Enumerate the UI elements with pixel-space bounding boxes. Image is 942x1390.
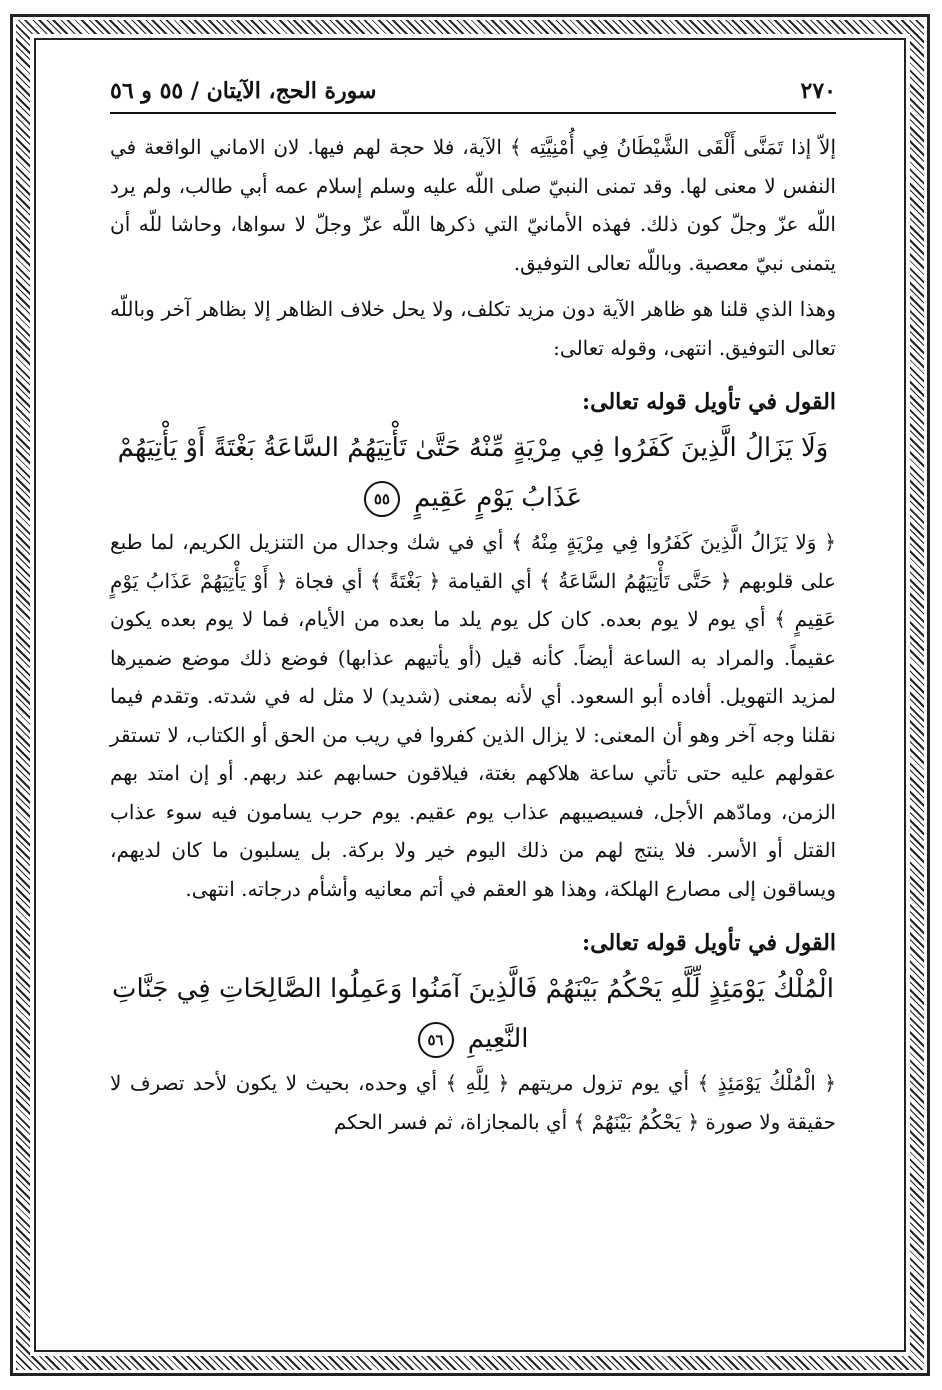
quran-verse-56 (110, 964, 836, 1064)
section-title-2: القول في تأويل قوله تعالى: (582, 930, 836, 956)
running-title: سورة الحج، الآيتان / ٥٥ و ٥٦ (110, 78, 377, 104)
page-number: ٢٧٠ (800, 78, 836, 104)
quran-verse-55 (110, 423, 836, 523)
ayah-number-marker: ٥٥ (364, 481, 400, 517)
commentary-55: ﴿ وَلا يَزَالُ الَّذِينَ كَفَرُوا فِي مِرْيَةٍ مِنْهُ ﴾ أي في شك وجدال من التنزيل الكريم، لما طبع على قلوبهم ﴿ حَتَّى تَأْتِيَهُمُ السَّاعَةُ ﴾ أي القيامة ﴿ بَغْتَةً ﴾ أي فجاة ﴿ أَوْ يَأْتِيَهُمْ عَذَابُ يَوْمٍ عَقِيمٍ ﴾ أي يوم لا يوم بعده. كان كل يوم يلد ما بعده من الأيام، فما لا يوم بعده يكون عقيماً. والمراد به الساعة أيضاً. كأنه قيل (أو يأتيهم عذابها) فوضع ذلك موضع ضميرها لمزيد التهويل. أفاده أبو السعود. أي لأنه بمعنى (شديد) لا مثل له في شدته. وتقدم فيما نقلنا وجه آخر وهو أن المعنى: لا يزال الذين كفروا في ريب من الحق أو الكتاب، لا تستقر عقولهم عليه حتى تأتي ساعة هلاكهم بغتة، فيلاقون حسابهم عند ربهم. أو إن امتد بهم الزمن، ومادّهم الأجل، فسيصيبهم عذاب يوم عقيم. يوم حرب يسامون فيه سوء عذاب القتل أو الأسر. فلا ينتج لهم من ذلك اليوم خير ولا بركة. بل يسلبون ما كان لديهم، ويساقون إلى مصارع الهلكة، وهذا هو العقم في أتم معانيه وأشأم درجاته. انتهى. (110, 530, 836, 901)
running-header (110, 78, 836, 114)
page-content (110, 78, 836, 1141)
verse-text: الْمُلْكُ يَوْمَئِذٍ لِّلَّهِ يَحْكُمُ بَيْنَهُمْ فَالَّذِينَ آمَنُوا وَعَمِلُوا الصَّالِحَاتِ فِي جَنَّاتِ النَّعِيمِ (112, 974, 834, 1054)
verse-text: وَلَا يَزَالُ الَّذِينَ كَفَرُوا فِي مِرْيَةٍ مِّنْهُ حَتَّىٰ تَأْتِيَهُمُ السَّاعَةُ بَغْتَةً أَوْ يَأْتِيَهُمْ عَذَابُ يَوْمٍ عَقِيمٍ (117, 433, 829, 513)
paragraph-1: إلاّ إذا تَمَنَّى أَلْقَى الشَّيْطَانُ فِي أُمْنِيَّتِه ﴾ الآية، فلا حجة لهم فيها. لان الاماني الواقعة في النفس لا معنى لها. وقد تمنى النبيّ صلى اللّه عليه وسلم إسلام عمه أبي طالب، ولم يرد اللّه عزّ وجلّ كون ذلك. فهذه الأمانيّ التي ذكرها اللّه عزّ وجلّ لا سواها، وحاشا للّه أن يتمنى نبيّ معصية. وباللّه تعالى التوفيق. (110, 135, 836, 275)
commentary-56: ﴿ الْمُلْكُ يَوْمَئِذٍ ﴾ أي يوم تزول مريتهم ﴿ لِلَّهِ ﴾ أي وحده، بحيث لا يكون لأحد تصرف لا حقيقة ولا صورة ﴿ يَحْكُمُ بَيْنَهُمْ ﴾ أي بالمجازاة، ثم فسر الحكم (110, 1071, 836, 1134)
ayah-number-marker: ٥٦ (418, 1022, 454, 1058)
section-title-1: القول في تأويل قوله تعالى: (582, 389, 836, 415)
paragraph-2: وهذا الذي قلنا هو ظاهر الآية دون مزيد تكلف، ولا يحل خلاف الظاهر إلا بظاهر آخر وباللّه تعالى التوفيق. انتهى، وقوله تعالى: (110, 297, 836, 360)
